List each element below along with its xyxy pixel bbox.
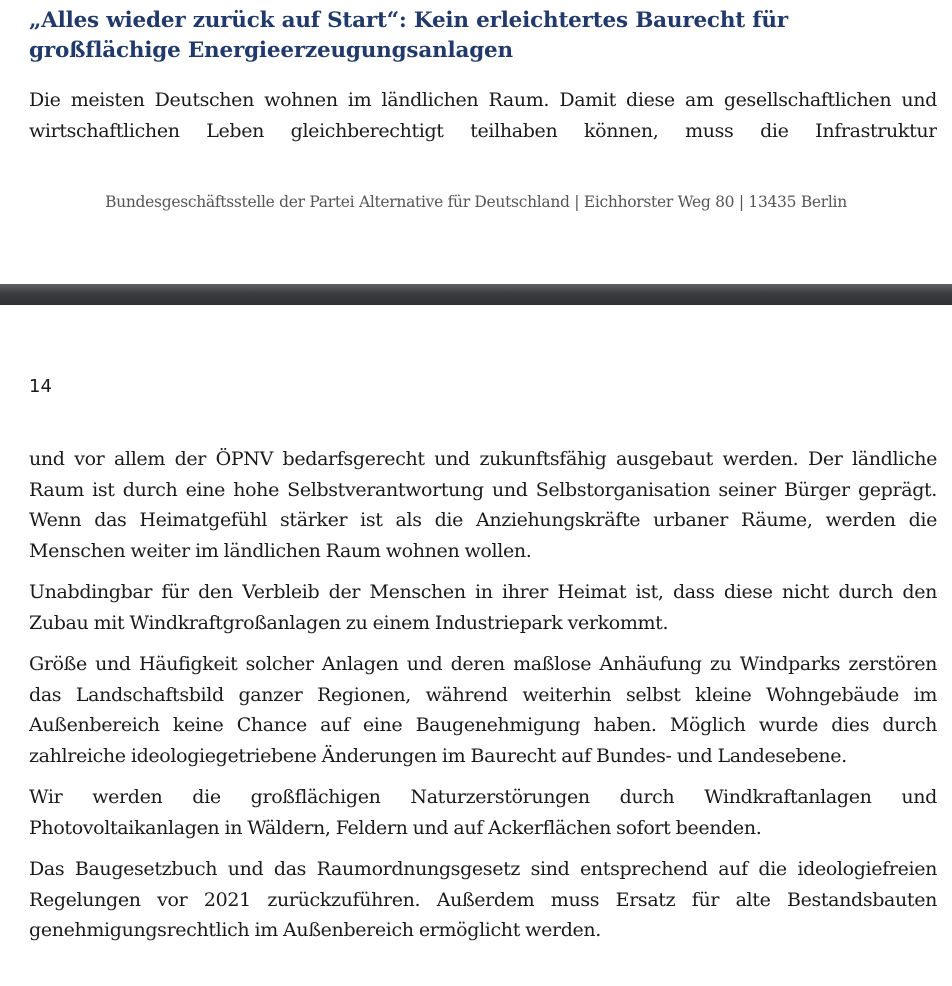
body-paragraph: Wir werden die großflächigen Naturzerstörungen durch Windkraftanlagen und Photovoltaikanlagen in Wäldern, Feldern und auf Ackerflächen sofort beenden. [29, 786, 937, 839]
section-heading: „Alles wieder zurück auf Start“: Kein erleichtertes Baurecht für großflächige Energieerzeugungsanlagen [29, 8, 788, 63]
body-paragraph: und vor allem der ÖPNV bedarfsgerecht und zukunftsfähig ausgebaut werden. Der ländliche Raum ist durch eine hohe Selbstverantwortung und Selbstorganisation seiner Bürger geprägt. Wenn das Heimatgefühl stärker ist als die Anziehungskräfte urbaner Räume, werden die Menschen weiter im ländlichen Raum wohnen wollen. [29, 448, 937, 562]
intro-paragraph: Die meisten Deutschen wohnen im ländlichen Raum. Damit diese am gesellschaftlichen und wirtschaftlichen Leben gleichberechtigt teilhaben können, muss die Infrastruktur [29, 89, 937, 142]
body-paragraph: Unabdingbar für den Verbleib der Menschen in ihrer Heimat ist, dass diese nicht durch den Zubau mit Windkraftgroßanlagen zu einem Industriepark verkommt. [29, 581, 937, 634]
page-number: 14 [29, 376, 52, 397]
body-text [29, 444, 937, 957]
body-paragraph: Größe und Häufigkeit solcher Anlagen und deren maßlose Anhäufung zu Windparks zerstören das Landschaftsbild ganzer Regionen, während weiterhin selbst kleine Wohngebäude im Außenbereich keine Chance auf eine Baugenehmigung haben. Möglich wurde dies durch zahlreiche ideologiegetriebene Änderungen im Baurecht auf Bundes- und Landesebene. [29, 653, 937, 767]
intro-paragraph-container [29, 85, 937, 146]
page-break-divider [0, 284, 952, 305]
document-page-upper [0, 0, 952, 284]
body-paragraph: Das Baugesetzbuch und das Raumordnungsgesetz sind entsprechend auf die ideologiefreien Regelungen vor 2021 zurückzuführen. Außerdem muss Ersatz für alte Bestandsbauten genehmigungsrechtlich im Außenbereich ermöglicht werden. [29, 858, 937, 941]
page-footer-address: Bundesgeschäftsstelle der Partei Alternative für Deutschland | Eichhorster Weg 80 | 13435 Berlin [105, 193, 847, 211]
